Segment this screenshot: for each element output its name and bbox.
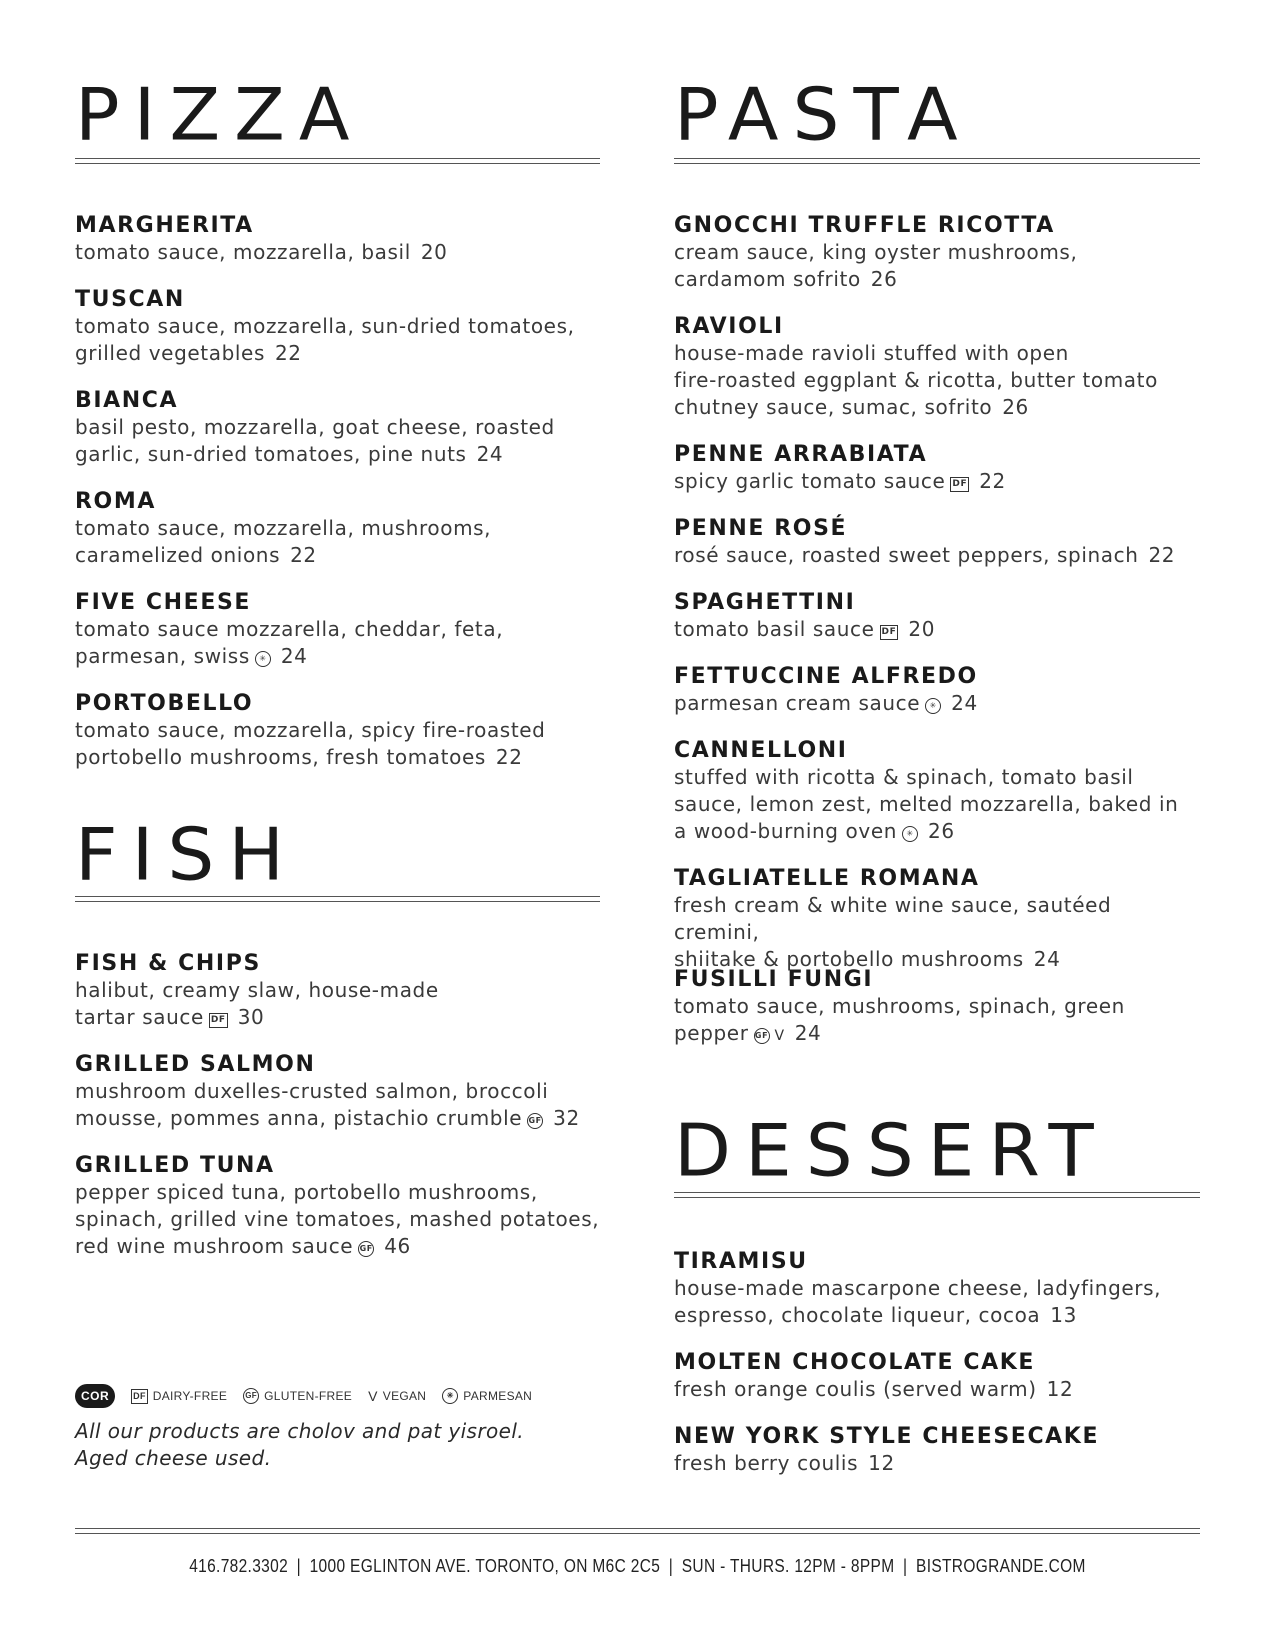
parmesan-icon: ✳ [255, 651, 271, 667]
menu-item [674, 441, 1200, 495]
menu-item-description [75, 542, 600, 569]
menu-item [75, 387, 600, 468]
menu-item-description [674, 818, 1200, 845]
menu-item [674, 1423, 1200, 1477]
menu-item-description [75, 313, 600, 340]
menu-item-description-text: fresh cream & white wine sauce, sautéed cremini, [674, 893, 1112, 944]
menu-item [674, 212, 1200, 293]
vegan-icon: V [368, 1388, 378, 1404]
menu-item-name: ROMA [75, 489, 156, 514]
menu-item-price: 12 [868, 1451, 895, 1475]
menu-item-description-text: cream sauce, king oyster mushrooms, [674, 240, 1078, 264]
legend-parmesan [442, 1388, 532, 1404]
footer-rule [75, 1528, 1200, 1534]
menu-item-price: 22 [979, 469, 1006, 493]
gluten-free-icon: GF [243, 1388, 259, 1404]
menu-item-name: FUSILLI FUNGI [674, 967, 874, 992]
menu-item-description [674, 1376, 1200, 1403]
cor-kosher-logo: COR [75, 1384, 115, 1408]
parmesan-icon: ✳ [902, 826, 918, 842]
dairy-free-icon: DF [880, 625, 899, 640]
menu-item-description-text: tomato sauce, mozzarella, sun-dried tomatoes, [75, 314, 575, 338]
menu-item-description [674, 993, 1200, 1020]
menu-item-description-text: fresh orange coulis (served warm) [674, 1377, 1037, 1401]
footer-address: 1000 EGLINTON AVE. TORONTO, ON M6C 2C5 [309, 1556, 661, 1576]
menu-item-description [674, 1450, 1200, 1477]
menu-item-name: SPAGHETTINI [674, 590, 856, 615]
menu-item-price: 22 [1148, 543, 1176, 567]
section-title-pasta: PASTA [674, 72, 972, 158]
gluten-free-icon: GF [527, 1113, 543, 1129]
menu-item [674, 313, 1200, 421]
menu-item-description [674, 616, 1200, 643]
menu-item-description [75, 1004, 600, 1031]
menu-item-name: FETTUCCINE ALFREDO [674, 664, 978, 689]
menu-item-name: BIANCA [75, 388, 179, 413]
menu-item-description-text: spicy garlic tomato sauce [674, 469, 946, 493]
menu-item-price: 12 [1046, 1377, 1074, 1401]
menu-item-description-text: pepper spiced tuna, portobello mushrooms, [75, 1180, 538, 1204]
menu-item-description [75, 977, 600, 1004]
menu-item-description [674, 1020, 1200, 1047]
menu-item-description-text: tomato basil sauce [674, 617, 875, 641]
menu-item-description-text: mousse, pommes anna, pistachio crumble [75, 1106, 523, 1130]
menu-item-name: PENNE ROSÉ [674, 516, 848, 541]
section-title-dessert: DESSERT [674, 1108, 1108, 1194]
menu-item-description-text: tomato sauce, mozzarella, basil [75, 240, 411, 264]
parmesan-icon: ✳ [442, 1388, 458, 1404]
menu-item [674, 966, 1200, 1047]
menu-item-price: 24 [794, 1021, 822, 1045]
menu-item-description-text: tomato sauce mozzarella, cheddar, feta, [75, 617, 504, 641]
menu-item-description [674, 892, 1200, 946]
menu-item-price: 26 [1002, 395, 1029, 419]
footer-contact [89, 1556, 1186, 1577]
menu-item-description-text: a wood-burning oven [674, 819, 898, 843]
kosher-note-line-1: All our products are cholov and pat yisroel. [75, 1419, 525, 1443]
menu-item [674, 589, 1200, 643]
menu-item-description [75, 441, 600, 468]
menu-item-description-text: halibut, creamy slaw, house-made [75, 978, 439, 1002]
footer-hours: SUN - THURS. 12PM - 8PPM [681, 1556, 895, 1576]
menu-item-description-text: mushroom duxelles-crusted salmon, broccoli [75, 1079, 549, 1103]
menu-item-description [75, 1078, 600, 1105]
menu-item [674, 865, 1200, 973]
kosher-note-line-2: Aged cheese used. [75, 1446, 272, 1470]
menu-item-description [674, 394, 1200, 421]
fish-section [75, 812, 600, 898]
menu-item-name: TAGLIATELLE ROMANA [674, 866, 980, 891]
menu-item-price: 20 [908, 617, 936, 641]
menu-item-name: GNOCCHI TRUFFLE RICOTTA [674, 213, 1055, 238]
menu-item-price: 22 [290, 543, 317, 567]
vegan-icon: V [774, 1028, 785, 1044]
menu-item-name: MOLTEN CHOCOLATE CAKE [674, 1350, 1036, 1375]
menu-item-name: GRILLED SALMON [75, 1052, 316, 1077]
menu-item-description-text: grilled vegetables [75, 341, 265, 365]
menu-item-description-text: house-made mascarpone cheese, ladyfingers, [674, 1276, 1162, 1300]
footer-phone: 416.782.3302 [189, 1556, 289, 1576]
fish-rule [75, 896, 600, 902]
menu-item-description-text: espresso, chocolate liqueur, cocoa [674, 1303, 1041, 1327]
menu-item-price: 24 [951, 691, 978, 715]
menu-item-name: CANNELLONI [674, 738, 848, 763]
menu-item-description-text: basil pesto, mozzarella, goat cheese, roasted [75, 415, 555, 439]
menu-item-name: MARGHERITA [75, 213, 254, 238]
section-title-fish: FISH [75, 812, 299, 898]
menu-item-description [75, 1206, 600, 1233]
gluten-free-icon: GF [754, 1028, 770, 1044]
menu-item-description-text: tomato sauce, mushrooms, spinach, green [674, 994, 1125, 1018]
menu-item [75, 950, 600, 1031]
pizza-section [75, 72, 600, 158]
menu-item-price: 24 [1033, 947, 1061, 971]
menu-item-description-text: stuffed with ricotta & spinach, tomato basil [674, 765, 1134, 789]
menu-item-price: 24 [476, 442, 504, 466]
menu-item-description-text: spinach, grilled vine tomatoes, mashed potatoes, [75, 1207, 600, 1231]
menu-item-name: PENNE ARRABIATA [674, 442, 928, 467]
menu-item [75, 1152, 600, 1260]
menu-item-description-text: rosé sauce, roasted sweet peppers, spinach [674, 543, 1139, 567]
menu-item-description-text: chutney sauce, sumac, sofrito [674, 395, 993, 419]
menu-item-description [75, 1233, 600, 1260]
menu-item-description-text: pepper [674, 1021, 749, 1045]
menu-item-description-text: parmesan cream sauce [674, 691, 921, 715]
menu-item [674, 515, 1200, 569]
menu-item [75, 589, 600, 670]
menu-item [674, 737, 1200, 845]
menu-item-name: PORTOBELLO [75, 691, 254, 716]
menu-item-description [674, 1302, 1200, 1329]
menu-item-name: FIVE CHEESE [75, 590, 252, 615]
menu-item-price: 13 [1050, 1303, 1077, 1327]
menu-item-description-text: portobello mushrooms, fresh tomatoes [75, 745, 486, 769]
menu-item-description-text: caramelized onions [75, 543, 281, 567]
menu-item [674, 1349, 1200, 1403]
gluten-free-icon: GF [358, 1241, 374, 1257]
menu-item [674, 1248, 1200, 1329]
menu-item-price: 26 [870, 267, 898, 291]
menu-item-description [75, 643, 600, 670]
section-title-pizza: PIZZA [75, 72, 364, 158]
kosher-note [75, 1418, 600, 1472]
dessert-rule [674, 1192, 1200, 1198]
menu-item [75, 286, 600, 367]
menu-item-name: TIRAMISU [674, 1249, 808, 1274]
menu-item-name: GRILLED TUNA [75, 1153, 275, 1178]
menu-item-description [75, 414, 600, 441]
menu-item [674, 663, 1200, 717]
footer-separator: | [903, 1556, 908, 1576]
menu-item [75, 690, 600, 771]
menu-item-description-text: tomato sauce, mozzarella, spicy fire-roasted [75, 718, 546, 742]
menu-item-description-text: red wine mushroom sauce [75, 1234, 354, 1258]
menu-item-description [674, 239, 1200, 266]
menu-item-price: 32 [553, 1106, 580, 1130]
menu-item-description [674, 542, 1200, 569]
legend-vegan [368, 1389, 426, 1403]
pasta-section [674, 72, 1200, 158]
menu-item-description-text: tomato sauce, mozzarella, mushrooms, [75, 516, 492, 540]
legend-parmesan-label: PARMESAN [463, 1389, 533, 1403]
menu-item-description [75, 515, 600, 542]
menu-item-description-text: garlic, sun-dried tomatoes, pine nuts [75, 442, 467, 466]
menu-item-description [75, 239, 600, 266]
footer-separator: | [296, 1556, 301, 1576]
menu-item-description-text: cardamom sofrito [674, 267, 861, 291]
menu-item-name: FISH & CHIPS [75, 951, 261, 976]
menu-item-description [674, 1275, 1200, 1302]
legend-gluten-free-label: GLUTEN-FREE [264, 1389, 353, 1403]
menu-item-description [674, 340, 1200, 367]
legend-dairy-free-label: DAIRY-FREE [152, 1389, 228, 1403]
legend-vegan-label: VEGAN [382, 1389, 427, 1403]
menu-item-name: TUSCAN [75, 287, 185, 312]
parmesan-icon: ✳ [925, 698, 941, 714]
menu-item-description [75, 1179, 600, 1206]
menu-item-name: RAVIOLI [674, 314, 784, 339]
pasta-rule [674, 158, 1200, 164]
menu-item-description [674, 468, 1200, 495]
menu-item-description-text: fire-roasted eggplant & ricotta, butter tomato [674, 368, 1158, 392]
menu-item-price: 46 [384, 1234, 411, 1258]
dietary-legend [75, 1384, 532, 1408]
menu-item-price: 22 [495, 745, 523, 769]
menu-item-description [674, 791, 1200, 818]
menu-item-price: 20 [420, 240, 448, 264]
menu-item-description [75, 616, 600, 643]
menu-item-description [674, 266, 1200, 293]
dairy-free-icon: DF [209, 1013, 228, 1028]
dairy-free-icon: DF [131, 1389, 148, 1404]
legend-dairy-free [131, 1389, 227, 1404]
menu-item-price: 22 [274, 341, 302, 365]
footer-separator: | [668, 1556, 674, 1576]
menu-item-price: 24 [280, 644, 308, 668]
legend-gluten-free [243, 1388, 352, 1404]
menu-item-description-text: fresh berry coulis [674, 1451, 859, 1475]
menu-item [75, 212, 600, 266]
menu-item-description-text: parmesan, swiss [75, 644, 250, 668]
menu-item [75, 1051, 600, 1132]
menu-item-description-text: tartar sauce [75, 1005, 204, 1029]
menu-item-description [75, 717, 600, 744]
dessert-section [674, 1108, 1200, 1194]
menu-item-description [75, 1105, 600, 1132]
menu-item-description [674, 690, 1200, 717]
dairy-free-icon: DF [950, 477, 969, 492]
menu-item-price: 30 [237, 1005, 265, 1029]
menu-item-name: NEW YORK STYLE CHEESECAKE [674, 1424, 1100, 1449]
menu-item-description-text: house-made ravioli stuffed with open [674, 341, 1069, 365]
footer-website: BISTROGRANDE.COM [916, 1556, 1086, 1576]
menu-item [75, 488, 600, 569]
menu-item-description-text: shiitake & portobello mushrooms [674, 947, 1024, 971]
menu-item-price: 26 [928, 819, 955, 843]
menu-item-description [674, 764, 1200, 791]
menu-item-description [674, 367, 1200, 394]
menu-item-description-text: sauce, lemon zest, melted mozzarella, baked in [674, 792, 1179, 816]
pizza-rule [75, 158, 600, 164]
menu-item-description [75, 744, 600, 771]
menu-item-description [75, 340, 600, 367]
